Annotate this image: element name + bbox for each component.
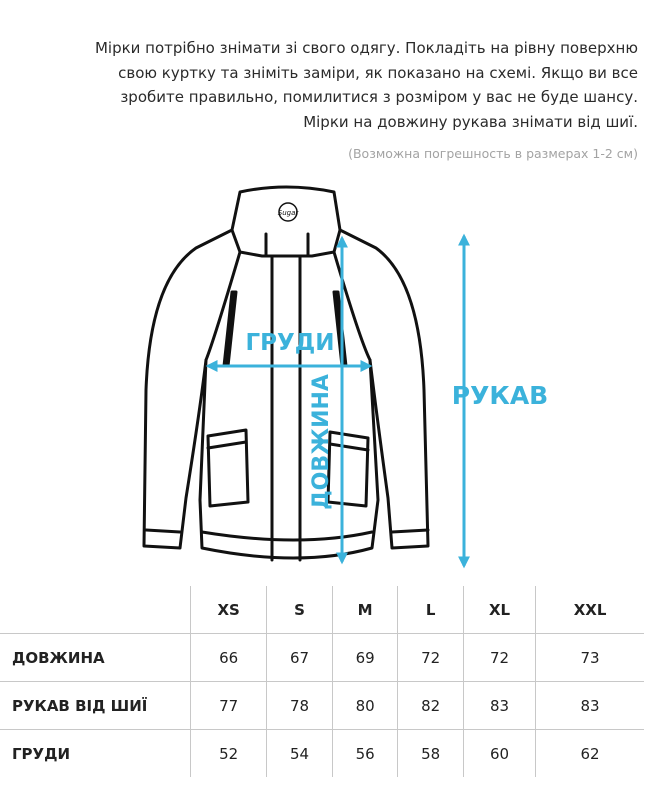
intro-line: Мірки потрібно знімати зі свого одягу. Покладіть на рівну поверхню — [94, 39, 638, 57]
tolerance-note: (Возможна погрешность в размерах 1-2 см) — [348, 146, 638, 161]
table-cell: 73 — [536, 634, 644, 682]
intro-line: Мірки на довжину рукава знімати від шиї. — [303, 112, 638, 131]
table-cell: 83 — [536, 682, 644, 730]
brand-logo-text: Sugar — [277, 209, 299, 217]
table-cell: 56 — [332, 730, 398, 778]
jacket-placket — [272, 256, 300, 560]
table-cell: 72 — [463, 634, 535, 682]
table-cell: 60 — [463, 730, 535, 778]
size-header-s: S — [267, 586, 333, 634]
size-header-xxl: XXL — [536, 586, 644, 634]
table-cell: 82 — [398, 682, 464, 730]
chest-pocket-right — [334, 292, 346, 366]
jacket-body-outline — [144, 230, 428, 558]
table-row — [0, 634, 644, 682]
table-cell: 54 — [267, 730, 333, 778]
intro-line: зробите правильно, помилитися з розміром у вас не буде шансу. — [120, 88, 638, 106]
size-header-row — [0, 586, 644, 634]
length-label: ДОВЖИНА — [309, 374, 334, 510]
intro-line: свою куртку та зніміть заміри, як показано на схемі. Якщо ви все — [118, 63, 638, 82]
table-cell: 69 — [332, 634, 398, 682]
table-cell: 67 — [267, 634, 333, 682]
row-label: ГРУДИ — [0, 730, 191, 778]
table-row — [0, 682, 644, 730]
row-label: ДОВЖИНА — [0, 634, 191, 682]
intro-text — [18, 36, 638, 134]
table-cell: 80 — [332, 682, 398, 730]
table-cell: 66 — [191, 634, 267, 682]
table-cell: 72 — [398, 634, 464, 682]
table-cell: 78 — [267, 682, 333, 730]
table-cell: 52 — [191, 730, 267, 778]
table-cell: 77 — [191, 682, 267, 730]
lower-pocket-right — [328, 432, 368, 506]
size-header-m: M — [332, 586, 398, 634]
sleeve-label: РУКАВ — [451, 381, 549, 410]
table-cell: 83 — [463, 682, 535, 730]
table-cell: 62 — [536, 730, 644, 778]
brand-logo — [278, 203, 300, 221]
jacket-measurement-diagram — [0, 180, 656, 580]
row-label: РУКАВ ВІД ШИЇ — [0, 682, 191, 730]
jacket-drawing — [144, 187, 428, 560]
size-header-l: L — [398, 586, 464, 634]
size-header-empty — [0, 586, 191, 634]
chest-label: ГРУДИ — [245, 330, 335, 356]
table-row — [0, 730, 644, 778]
size-table — [0, 586, 644, 777]
size-header-xs: XS — [191, 586, 267, 634]
table-cell: 58 — [398, 730, 464, 778]
size-header-xl: XL — [463, 586, 535, 634]
